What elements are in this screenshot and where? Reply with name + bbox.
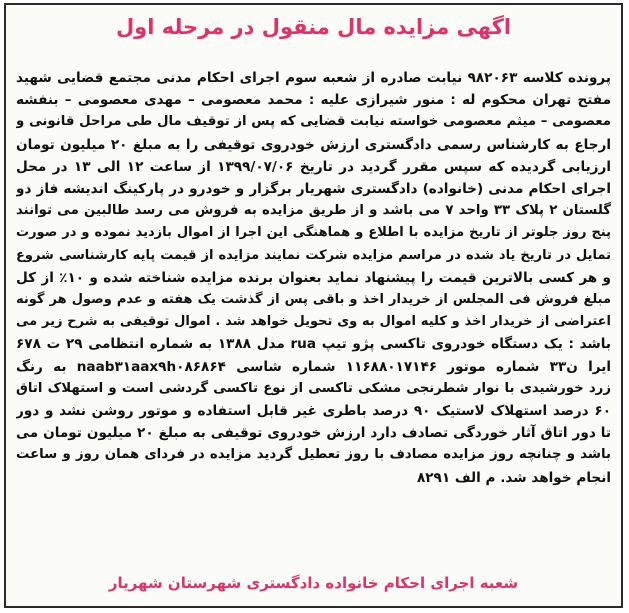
notice-line: ارزیابی گردیده که سپس مقرر گردید در تاریخ ۱۳۹۹/۰۷/۰۶ از ساعت ۱۲ الی ۱۳ در محل bbox=[16, 158, 611, 175]
notice-line: اجرای احکام مدنی (خانواده) دادگستری شهریار برگزار و خودرو در پارکینگ اندیشه فاز دو bbox=[16, 181, 611, 198]
notice-line: پرونده کلاسه ۹۸۲۰۶۳ نیابت صادره از شعبه سوم اجرای احکام مدنی مجتمع قضایی شهید bbox=[16, 70, 611, 86]
notice-line: زرد خورشیدی با نوار شطرنجی مشکی تاکسی از نوع تاکسی گردشی است و استهلاک اتاق bbox=[16, 380, 611, 396]
notice-line: پنج روز جلوتر از تاریخ مزایده با اطلاع و هماهنگی این اجرا از اموال بازدید نموده و در صورت bbox=[16, 225, 611, 241]
notice-line: باشد و چنانچه روز مزایده مصادف با روز تعطیل گردید مزایده در فردای همان روز و ساعت bbox=[16, 447, 611, 463]
notice-line: اعتراضی از خریدار اخذ و کلیه اموال به وی تحویل خواهد شد . اموال توقیفی به شرح زیر می bbox=[16, 314, 611, 330]
notice-body bbox=[16, 67, 611, 489]
notice-line: و هر کسی بالاترین قیمت را پیشنهاد نماید بعنوان برنده مزایده شناخته شده و ۱۰٪ از کل bbox=[16, 269, 611, 286]
notice-line: انجام خواهد شد. م الف ۸۲۹۱ bbox=[416, 469, 611, 486]
notice-line: گلستان ۲ پلاک ۳۳ واحد ۷ می باشد و از طریق مزایده به فروش می رسد طالبین می توانند bbox=[16, 203, 611, 219]
notice-line: ایرا ن۳۳ شماره موتور ۱۱۶۸۸۰۱۷۱۴۶ شماره شاسی naab۳۱aax۹h۰۸۶۸۶۴ به رنگ bbox=[16, 358, 611, 375]
notice-footer: شعبه اجرای احکام خانواده دادگستری شهرستان شهریار bbox=[108, 574, 519, 592]
notice-line: باشد : یک دستگاه خودروی تاکسی پژو تیپ rua مدل ۱۳۸۸ به شماره انتظامی ۲۹ ت ۶۷۸ bbox=[16, 336, 611, 353]
notice-frame bbox=[4, 3, 623, 608]
notice-title: اگهی مزایده مال منقول در مرحله اول bbox=[115, 15, 512, 39]
notice-line: ارجاع به کارشناس رسمی دادگستری ارزش خودروی توقیفی را به مبلغ ۲۰ میلیون تومان bbox=[16, 136, 611, 153]
notice-line: تا دور اتاق آثار خوردگی تصادف دارد ارزش خودروی توقیفی به مبلغ ۲۰ میلیون تومان می bbox=[16, 425, 611, 442]
notice-line: مفتح تهران محکوم له : منور شیرازی علیه : محمد معصومی – مهدی معصومی – بنفشه bbox=[16, 92, 611, 109]
notice-line: مبلغ فروش فی المجلس از خریدار اخذ و باقی پس از گذشت یک هفته و عدم وصول هر گونه bbox=[16, 292, 611, 308]
notice-line: معصومی – میثم معصومی خواسته نیابت قضایی که پس از توقیف مال طی مراحل قانونی و bbox=[16, 114, 611, 130]
notice-line: ۶۰ درصد استهلاک لاستیک ۹۰ درصد باطری غیر قابل استفاده و موتور روشن نشد و دور bbox=[16, 403, 611, 420]
notice-line: تمایل در تاریخ یاد شده در مراسم مزایده شرکت نمایند مزایده از قیمت پایه کارشناسی شروع bbox=[16, 247, 611, 263]
